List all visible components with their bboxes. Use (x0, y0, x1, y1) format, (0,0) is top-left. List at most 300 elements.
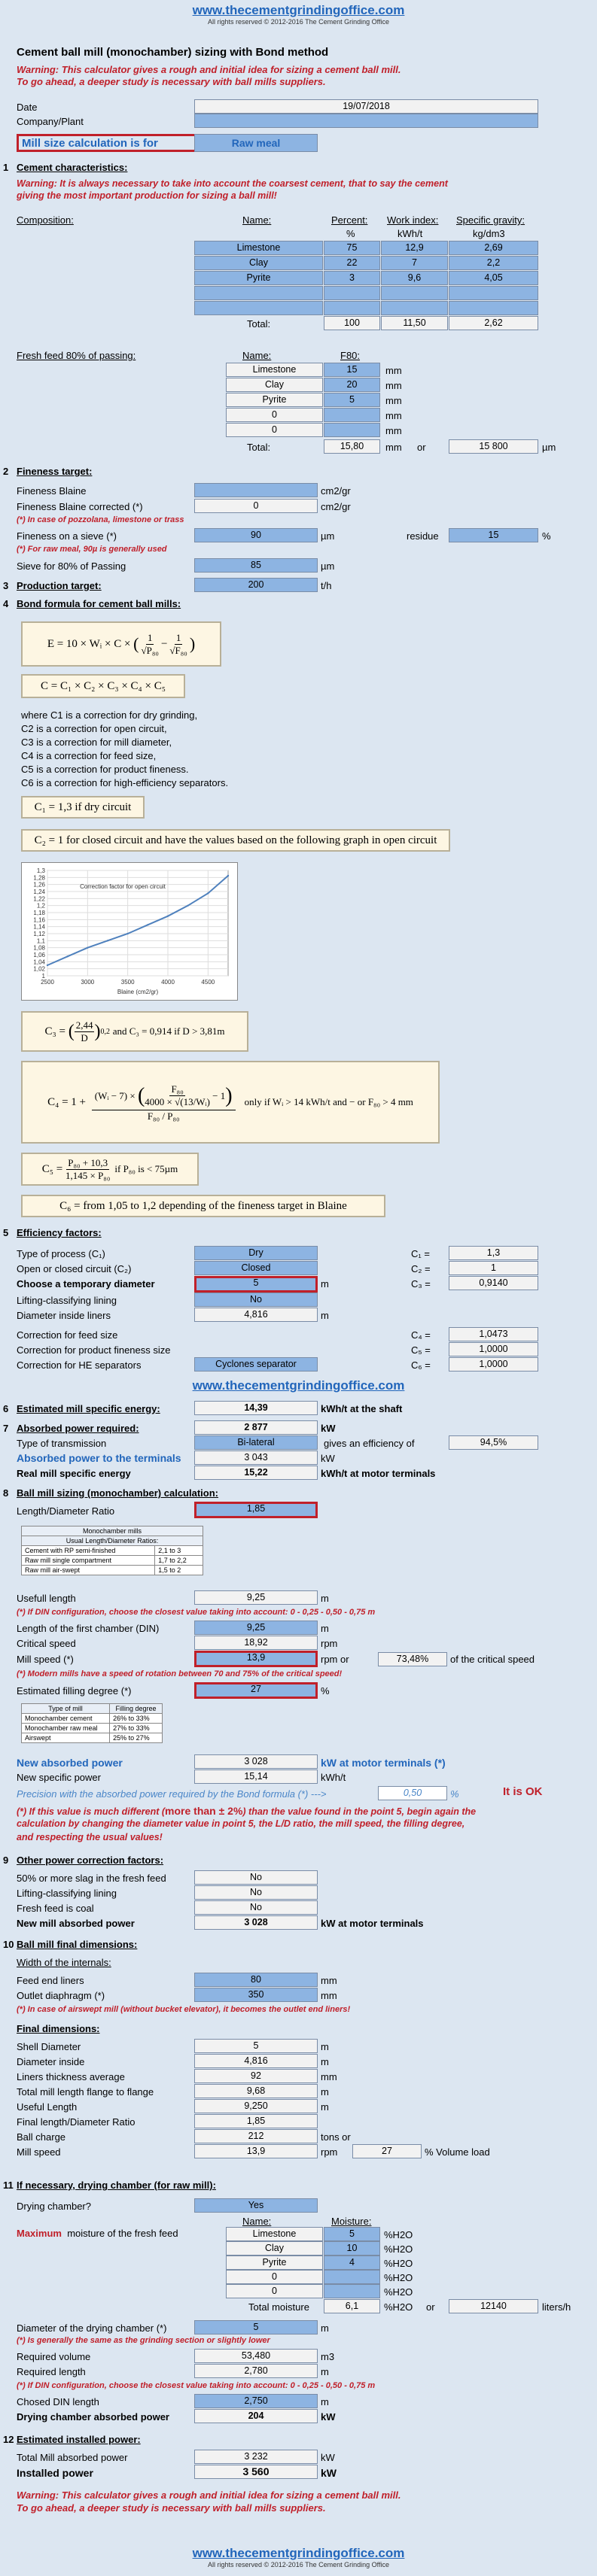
explain-line: C6 is a correction for high-efficiency separators. (21, 777, 229, 788)
unit-label: m (321, 1278, 329, 1290)
lining-select[interactable]: No (194, 1885, 318, 1900)
unit-label: %H2O (384, 2229, 413, 2240)
material-work-index[interactable] (381, 301, 448, 315)
coefficient-label: C₆ = (411, 1359, 431, 1371)
c-formula: C = C₁ × C₂ × C₃ × C₄ × C₅ (21, 674, 185, 698)
table-row (22, 1566, 203, 1575)
efficiency-field[interactable]: Cyclones separator (194, 1357, 318, 1372)
new-specific-label: New specific power (17, 1772, 101, 1783)
unit-label: kW (321, 2411, 336, 2423)
explain-line: C3 is a correction for mill diameter, (21, 737, 172, 748)
volume-label: Required volume (17, 2351, 91, 2362)
warning-line: To go ahead, a deeper study is necessary with ball mills suppliers. (17, 2502, 326, 2514)
section-title: Ball mill sizing (monochamber) calculation: (17, 1487, 218, 1499)
date-label: Date (17, 102, 38, 113)
copyright: All rights reserved © 2012-2016 The Cement Grinding Office (208, 2561, 389, 2568)
unit-label: %H2O (384, 2301, 413, 2313)
section-title: Production target: (17, 580, 102, 591)
section-title: Ball mill final dimensions: (17, 1939, 138, 1950)
section-number: 2 (3, 466, 9, 477)
c1-formula: C₁ = 1,3 if dry circuit (21, 796, 145, 819)
outlet-label: Outlet diaphragm (*) (17, 1990, 105, 2001)
efficiency-value: 94,5% (449, 1435, 538, 1450)
material-percent[interactable] (324, 301, 380, 315)
coefficient-value: 1,0000 (449, 1357, 538, 1372)
max-tail: moisture of the fresh feed (67, 2228, 178, 2239)
material-name[interactable] (194, 301, 323, 315)
table-row (22, 1714, 163, 1724)
moisture-field[interactable] (324, 2284, 380, 2298)
table-cell: Monochamber cement (22, 1714, 110, 1724)
data-point (207, 892, 209, 894)
mill-speed-field[interactable]: 13,9 (194, 1651, 318, 1667)
data-point (227, 875, 229, 876)
unit-label: mm (385, 410, 402, 421)
table-row (22, 1556, 203, 1566)
warn-line: and respecting the usual values! (17, 1832, 163, 1842)
moisture-field[interactable]: 10 (324, 2241, 380, 2256)
unit-label: % Volume load (425, 2146, 490, 2158)
date-field[interactable]: 19/07/2018 (194, 99, 538, 114)
sieve-field[interactable]: 90 (194, 528, 318, 542)
moisture-name: Pyrite (226, 2256, 323, 2270)
material-work-index[interactable]: 12,9 (381, 241, 448, 255)
note: (*) Is generally the same as the grinding section or slightly lower (17, 2336, 270, 2345)
material-work-index[interactable]: 7 (381, 256, 448, 270)
efficiency-label: Correction for feed size (17, 1329, 118, 1341)
unit-label: mm (385, 442, 402, 453)
y-tick-label: 1,08 (33, 944, 45, 952)
y-tick-label: 1,26 (33, 881, 45, 889)
table-cell: Airswept (22, 1733, 110, 1743)
col-header: Name: (242, 214, 272, 226)
x-axis-label: Blaine (cm2/gr) (117, 989, 159, 995)
company-field[interactable] (194, 114, 538, 128)
section-title: Estimated installed power: (17, 2434, 141, 2445)
unit-label: mm (321, 1975, 337, 1986)
total-power-label: Total Mill absorbed power (17, 2452, 128, 2463)
warn-line: calculation by changing the diameter value in point 5, the L/D ratio, the mill speed, the filling degree, (17, 1818, 465, 1829)
dimension-value: 92 (194, 2069, 318, 2083)
required-volume: 53,480 (194, 2349, 318, 2363)
dia-field[interactable]: 5 (194, 2320, 318, 2334)
efficiency-field[interactable]: Dry (194, 1246, 318, 1260)
ratio-table (21, 1526, 203, 1575)
dimension-value: 9,250 (194, 2099, 318, 2113)
y-tick-label: 1,02 (33, 965, 45, 973)
table-cell: Raw mill single compartment (22, 1556, 155, 1566)
efficiency-label: Type of process (C₁) (17, 1248, 105, 1259)
material-specific-gravity[interactable] (449, 301, 538, 315)
section-title: Cement characteristics: (17, 162, 128, 173)
efficiency-label: Open or closed circuit (C₂) (17, 1263, 132, 1274)
y-tick-label: 1,14 (33, 923, 45, 931)
unit-label: m (321, 2101, 329, 2113)
warning-line: Warning: It is always necessary to take into account the coarsest cement, that to say the cement (17, 178, 448, 189)
power-required: 2 877 (194, 1420, 318, 1435)
critical-speed-label: Critical speed (17, 1638, 76, 1649)
table-header: Monochamber mills (22, 1526, 203, 1536)
y-tick-label: 1,3 (36, 867, 45, 874)
x-tick-label: 4000 (161, 979, 175, 986)
unit-label: % (542, 530, 551, 542)
feed-liner-field[interactable]: 80 (194, 1973, 318, 1987)
unit-label: µm (542, 442, 556, 453)
col-header: Specific gravity: (456, 214, 525, 226)
moisture-field[interactable]: 4 (324, 2256, 380, 2270)
coefficient-label: C₁ = (411, 1248, 430, 1259)
coefficient-label: C₃ = (411, 1278, 431, 1290)
dimension-label: Ball charge (17, 2131, 66, 2143)
dimension-label: Liners thickness average (17, 2071, 125, 2082)
y-tick-label: 1,04 (33, 958, 45, 966)
bond-formula: E = 10 × Wᵢ × C × ( 1 √P₈₀ − $\frac{1}{\text{√F₈₀}}$ ) (21, 621, 221, 667)
y-tick-label: 1,18 (33, 910, 45, 916)
section-number: 7 (3, 1423, 9, 1434)
unit-label: mm (321, 1990, 337, 2001)
sieve80-field[interactable]: 85 (194, 558, 318, 573)
unit-label: mm (321, 2071, 337, 2082)
site-link[interactable]: www.thecementgrindingoffice.com (192, 3, 405, 17)
din-length-label: Chosed DIN length (17, 2396, 99, 2407)
or-label: or (426, 2301, 435, 2313)
installed-power-label: Installed power (17, 2467, 93, 2479)
dia-label: Diameter of the drying chamber (*) (17, 2322, 167, 2334)
feed-name: Limestone (226, 363, 323, 377)
unit-label: m (321, 1593, 329, 1604)
efficiency-label: gives an efficiency of (324, 1438, 415, 1449)
max-moisture-label (17, 2228, 178, 2238)
material-percent[interactable]: 22 (324, 256, 380, 270)
material-work-index[interactable] (381, 286, 448, 300)
critical-speed-pct: 73,48% (378, 1652, 447, 1666)
y-tick-label: 1,22 (33, 895, 45, 903)
company-label: Company/Plant (17, 116, 84, 127)
explain-line: C4 is a correction for feed size, (21, 750, 157, 761)
x-tick-label: 3500 (120, 979, 135, 986)
unit-label: m3 (321, 2351, 335, 2362)
table-cell: 25% to 27% (110, 1733, 163, 1743)
ld-field[interactable]: 1,85 (194, 1502, 318, 1518)
coefficient-label: C₄ = (411, 1329, 431, 1341)
drying-label: Drying chamber? (17, 2201, 91, 2212)
unit-label: m (321, 2322, 329, 2334)
table-row (22, 1546, 203, 1556)
data-point (66, 955, 68, 957)
unit-label: m (321, 2056, 329, 2067)
section-number: 3 (3, 580, 9, 591)
col-header: Name: (242, 2216, 272, 2227)
unit-label: kW (321, 2452, 335, 2463)
real-energy-label: Real mill specific energy (17, 1468, 131, 1479)
moisture-field[interactable]: 5 (324, 2227, 380, 2241)
sieve-label: Fineness on a sieve (*) (17, 530, 117, 542)
note: (*) For raw meal, 90µ is generally used (17, 545, 167, 554)
section-title: Bond formula for cement ball mills: (17, 598, 181, 609)
explain-line: C2 is a correction for open circuit, (21, 723, 167, 734)
filling-label: Estimated filling degree (*) (17, 1685, 132, 1697)
data-point (47, 964, 48, 966)
section-title: Estimated mill specific energy: (17, 1403, 160, 1414)
din-length-field[interactable]: 2,750 (194, 2394, 318, 2408)
length-label: Required length (17, 2366, 86, 2377)
unit-label: kW (321, 2467, 337, 2479)
moisture-name: 0 (226, 2284, 323, 2298)
table-row (22, 1733, 163, 1743)
col-header: F80: (340, 350, 361, 361)
dimension-label: Diameter inside (17, 2056, 85, 2067)
efficiency-label: Correction for HE separators (17, 1359, 142, 1371)
unit-label: m (321, 2086, 329, 2098)
site-link[interactable]: www.thecementgrindingoffice.com (192, 2546, 405, 2560)
mill-speed-label: Mill speed (*) (17, 1654, 74, 1665)
efficiency-field[interactable]: Closed (194, 1261, 318, 1275)
warning-line: Warning: This calculator gives a rough and initial idea for sizing a cement ball mill. (17, 64, 401, 75)
moisture-field[interactable] (324, 2270, 380, 2284)
transmission-select[interactable]: Bi-lateral (194, 1435, 318, 1450)
table-cell: 27% to 33% (110, 1724, 163, 1733)
useful-label: Usefull length (17, 1593, 76, 1604)
transmission-label: Type of transmission (17, 1438, 107, 1449)
residue-field[interactable]: 15 (449, 528, 538, 542)
y-tick-label: 1,28 (33, 874, 45, 882)
new-mill-power: 3 028 (194, 1915, 318, 1930)
final-label: Final dimensions: (17, 2023, 100, 2034)
material-specific-gravity[interactable] (449, 286, 538, 300)
section-number: 11 (3, 2180, 14, 2191)
section-title: Fineness target: (17, 466, 93, 477)
section-number: 10 (3, 1939, 14, 1950)
material-specific-gravity[interactable]: 2,69 (449, 241, 538, 255)
unit-label: rpm (321, 2146, 338, 2158)
unit-label: kWh/t at motor terminals (321, 1468, 436, 1479)
efficiency-field[interactable]: 5 (194, 1276, 318, 1293)
dimension-label: Mill speed (17, 2146, 61, 2158)
efficiency-label: Choose a temporary diameter (17, 1278, 155, 1290)
c4-formula: C₄ = 1 + (Wᵢ − 7) × ( F₈₀ 4000 × √(13/Wᵢ) − 1 ) F₈₀ / P₈₀ only if Wᵢ > 14 kWh/t and − or F₈₀ > 4 mm (21, 1061, 440, 1144)
material-work-index[interactable]: 9,6 (381, 271, 448, 285)
efficiency-field: 4,816 (194, 1308, 318, 1322)
dimension-label: Useful Length (17, 2101, 78, 2113)
drying-power: 204 (194, 2409, 318, 2423)
warning-line: Warning: This calculator gives a rough and initial idea for sizing a cement ball mill. (17, 2489, 401, 2501)
critical-speed: 18,92 (194, 1636, 318, 1650)
new-absorbed-label: New absorbed power (17, 1757, 123, 1769)
coefficient-value: 1,0473 (449, 1327, 538, 1341)
total-label: Total: (247, 442, 271, 453)
y-tick-label: 1,12 (33, 931, 45, 937)
material-specific-gravity[interactable]: 2,2 (449, 256, 538, 270)
drying-select[interactable]: Yes (194, 2198, 318, 2213)
total-specific-gravity: 2,62 (449, 316, 538, 330)
liters-value: 12140 (449, 2299, 538, 2313)
y-tick-label: 1,2 (36, 902, 45, 910)
x-tick-label: 4500 (201, 979, 215, 986)
material-name[interactable] (194, 286, 323, 300)
terminal-power: 3 043 (194, 1451, 318, 1465)
status-badge: It is OK (503, 1785, 543, 1798)
material-name[interactable]: Limestone (194, 241, 323, 255)
correction-label: 50% or more slag in the fresh feed (17, 1873, 166, 1884)
total-percent: 100 (324, 316, 380, 330)
material-name[interactable]: Pyrite (194, 271, 323, 285)
unit-label: cm2/gr (321, 501, 351, 512)
coefficient-label: C₂ = (411, 1263, 431, 1274)
unit-label: % (321, 1685, 330, 1697)
moisture-name: Limestone (226, 2227, 323, 2241)
moisture-name: 0 (226, 2270, 323, 2284)
table-cell: 1,5 to 2 (155, 1566, 203, 1575)
y-tick-label: 1,16 (33, 916, 45, 924)
chart-title: Correction factor for open circuit (80, 883, 166, 890)
blaine-corr-field: 0 (194, 499, 318, 513)
c2-formula: C₂ = 1 for closed circuit and have the values based on the following graph in open circuit (21, 829, 450, 852)
x-tick-label: 2500 (41, 979, 54, 986)
data-point (167, 915, 169, 916)
feed-f80[interactable]: 20 (324, 378, 380, 392)
dimension-value: 13,9 (194, 2144, 318, 2158)
table-cell: 2,1 to 3 (155, 1546, 203, 1556)
total-label: Total moisture (248, 2301, 309, 2313)
filling-table (21, 1703, 163, 1743)
terminal-label: Absorbed power to the terminals (17, 1452, 181, 1464)
efficiency-label: Lifting-classifying lining (17, 1295, 117, 1306)
residue-label: residue (407, 530, 439, 542)
unit-label: kg/dm3 (473, 228, 505, 239)
slag-select[interactable]: No (194, 1870, 318, 1885)
c5-formula: C₅ = $\frac{\text{P₈₀ + 10,3}}{\text{1,145 × P₈₀}}$ if P₈₀ is < 75µm (21, 1153, 199, 1186)
feed-liner-label: Feed end liners (17, 1975, 84, 1986)
blaine-label: Fineness Blaine (17, 485, 87, 497)
copyright: All rights reserved © 2012-2016 The Cement Grinding Office (208, 18, 389, 26)
unit-label: kW at motor terminals (321, 1918, 424, 1929)
blaine-corr-label: Fineness Blaine corrected (*) (17, 501, 143, 512)
production-field[interactable]: 200 (194, 578, 318, 592)
explain-line: C5 is a correction for product fineness. (21, 764, 189, 775)
material-specific-gravity[interactable]: 4,05 (449, 271, 538, 285)
volume-load: 27 (352, 2144, 422, 2158)
correction-label: Fresh feed is coal (17, 1903, 94, 1914)
col-header: Percent: (331, 214, 368, 226)
coal-select[interactable]: No (194, 1900, 318, 1915)
x-tick-label: 3000 (81, 979, 95, 986)
blaine-field[interactable] (194, 483, 318, 497)
data-point (107, 940, 108, 941)
outlet-field[interactable]: 350 (194, 1988, 318, 2002)
site-link[interactable]: www.thecementgrindingoffice.com (192, 1378, 405, 1393)
unit-label: kWh/t at the shaft (321, 1403, 403, 1414)
required-length: 2,780 (194, 2364, 318, 2378)
material-name[interactable]: Clay (194, 256, 323, 270)
specific-energy: 14,39 (194, 1401, 318, 1415)
unit-label: m (321, 1310, 329, 1321)
section-title: Efficiency factors: (17, 1227, 102, 1238)
warning-line: giving the most important production for sizing a ball mill! (17, 190, 277, 201)
mill-size-select[interactable]: Raw meal (194, 134, 318, 152)
warn-line: (*) If this value is much different (more than ± 2%) than the value found in the point 5, begin again the (17, 1805, 477, 1817)
col-header: Work index: (387, 214, 439, 226)
total-work-index: 11,50 (381, 316, 448, 330)
feed-name: Pyrite (226, 393, 323, 407)
ld-label: Length/Diameter Ratio (17, 1505, 115, 1517)
dimension-value: 1,85 (194, 2114, 318, 2128)
note: (*) If DIN configuration, choose the closest value taking into account: 0 - 0,25 - 0,50 - 0,75 m (17, 1608, 376, 1617)
unit-label: kWh/t (321, 1772, 346, 1783)
total-label: Total: (247, 318, 271, 330)
unit-label: kW (321, 1423, 336, 1434)
c3-formula: C₃ = ( 2,44 D ) 0,2 and C₃ = 0,914 if D > 3,81m (21, 1011, 248, 1052)
open-circuit-chart (21, 862, 238, 1001)
composition-label: Composition: (17, 214, 74, 226)
unit-label: cm2/gr (321, 485, 351, 497)
note: (*) Modern mills have a speed of rotation between 70 and 75% of the critical speed! (17, 1669, 343, 1678)
unit-label: m (321, 2396, 329, 2407)
material-percent[interactable]: 3 (324, 271, 380, 285)
section-number: 1 (3, 162, 9, 173)
data-point (87, 946, 88, 948)
feed-f80[interactable]: 5 (324, 393, 380, 407)
section-number: 9 (3, 1855, 9, 1866)
coefficient-value: 1 (449, 1261, 538, 1275)
unit-label: mm (385, 380, 402, 391)
speed-tail: of the critical speed (450, 1654, 535, 1665)
unit-label: rpm or (321, 1654, 349, 1665)
section-number: 12 (3, 2434, 14, 2445)
coefficient-value: 0,9140 (449, 1276, 538, 1290)
feed-f80[interactable] (324, 423, 380, 437)
section-title: Other power correction factors: (17, 1855, 164, 1866)
section-number: 6 (3, 1403, 9, 1414)
first-chamber-field[interactable]: 9,25 (194, 1621, 318, 1635)
unit-label: %H2O (384, 2286, 413, 2298)
unit-label: kWh/t (397, 228, 423, 239)
section-number: 4 (3, 598, 9, 609)
feed-name: Clay (226, 378, 323, 392)
drying-power-label: Drying chamber absorbed power (17, 2411, 169, 2423)
feed-f80[interactable]: 15 (324, 363, 380, 377)
filling-field[interactable]: 27 (194, 1682, 318, 1699)
efficiency-label: Diameter inside liners (17, 1310, 111, 1321)
unit-label: % (346, 228, 355, 239)
unit-label: t/h (321, 580, 332, 591)
data-point (187, 904, 188, 906)
table-cell: Cement with RP semi-finished (22, 1546, 155, 1556)
unit-label: m (321, 1623, 329, 1634)
table-header: Type of mill (22, 1704, 110, 1714)
useful-length: 9,25 (194, 1590, 318, 1605)
unit-label: m (321, 2041, 329, 2052)
y-tick-label: 1 (41, 973, 45, 980)
c6-formula: C₆ = from 1,05 to 1,2 depending of the fineness target in Blaine (21, 1195, 385, 1217)
table-cell: 26% to 33% (110, 1714, 163, 1724)
mill-size-label: Mill size calculation is for (17, 134, 318, 152)
efficiency-field[interactable]: No (194, 1293, 318, 1307)
explain-line: where C1 is a correction for dry grinding, (21, 709, 198, 721)
total-mill-power: 3 232 (194, 2450, 318, 2464)
material-percent[interactable] (324, 286, 380, 300)
coefficient-value: 1,3 (449, 1246, 538, 1260)
section-number: 5 (3, 1227, 9, 1238)
note: (*) If DIN configuration, choose the closest value taking into account: 0 - 0,25 - 0,50 - 0,75 m (17, 2381, 376, 2390)
material-percent[interactable]: 75 (324, 241, 380, 255)
unit-label: m (321, 2366, 329, 2377)
sieve80-label: Sieve for 80% of Passing (17, 560, 126, 572)
table-row (22, 1724, 163, 1733)
installed-power: 3 560 (194, 2465, 318, 2479)
feed-f80[interactable] (324, 408, 380, 422)
warning-line: To go ahead, a deeper study is necessary with ball mills suppliers. (17, 76, 326, 87)
unit-label: kW (321, 1453, 335, 1464)
